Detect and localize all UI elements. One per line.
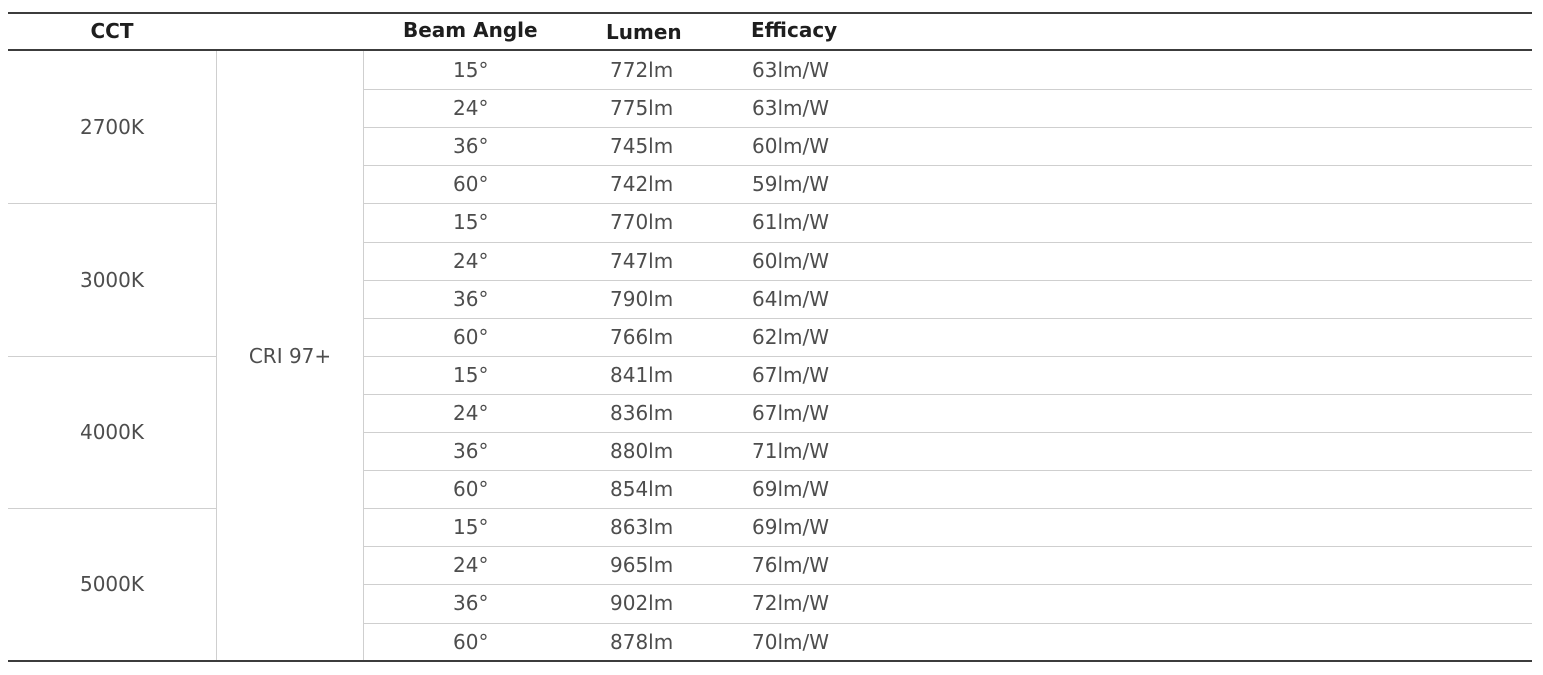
table-row: [8, 432, 1532, 470]
table-row: [8, 623, 1532, 661]
efficacy-cell: 67lm/W: [752, 401, 830, 425]
efficacy-cell: 76lm/W: [752, 553, 830, 577]
header-efficacy: Efficacy: [751, 18, 838, 42]
lumen-cell: 878lm: [610, 630, 674, 654]
table-row: [8, 51, 1532, 89]
lumen-cell: 745lm: [610, 134, 674, 158]
table-row: [8, 508, 1532, 546]
table-row: [8, 280, 1532, 318]
lumen-cell: 766lm: [610, 325, 674, 349]
table-row: [8, 394, 1532, 432]
lumen-cell: 742lm: [610, 172, 674, 196]
efficacy-cell: 63lm/W: [752, 58, 830, 82]
table-row: [8, 165, 1532, 203]
efficacy-cell: 67lm/W: [752, 363, 830, 387]
table-row: [8, 89, 1532, 127]
header-beam-angle: Beam Angle: [403, 18, 538, 42]
lumen-cell: 902lm: [610, 591, 674, 615]
beam-angle-cell: 24°: [453, 96, 489, 120]
lumen-cell: 775lm: [610, 96, 674, 120]
lumen-cell: 841lm: [610, 363, 674, 387]
efficacy-cell: 70lm/W: [752, 630, 830, 654]
efficacy-cell: 71lm/W: [752, 439, 830, 463]
lumen-cell: 863lm: [610, 515, 674, 539]
efficacy-cell: 60lm/W: [752, 249, 830, 273]
lumen-cell: 772lm: [610, 58, 674, 82]
efficacy-cell: 69lm/W: [752, 477, 830, 501]
lumen-cell: 836lm: [610, 401, 674, 425]
spec-table: [8, 12, 1532, 662]
cct-value: 2700K: [79, 115, 144, 140]
beam-angle-cell: 15°: [453, 210, 489, 234]
table-row: [8, 127, 1532, 165]
table-row: [8, 318, 1532, 356]
efficacy-cell: 63lm/W: [752, 96, 830, 120]
table-row: [8, 546, 1532, 584]
beam-angle-cell: 15°: [453, 58, 489, 82]
cct-value: 4000K: [79, 420, 144, 444]
beam-angle-cell: 36°: [453, 591, 489, 615]
cct-value: 3000K: [79, 267, 144, 292]
table-bottom-rule: [8, 660, 1532, 662]
beam-angle-cell: 60°: [453, 477, 489, 501]
lumen-cell: 770lm: [610, 210, 674, 234]
lumen-cell: 880lm: [610, 439, 674, 463]
cct-value: 5000K: [79, 572, 144, 597]
table-row: [8, 584, 1532, 622]
cri-value: CRI 97+: [248, 344, 332, 368]
efficacy-cell: 64lm/W: [752, 287, 830, 311]
beam-angle-cell: 15°: [453, 515, 489, 539]
header-lumen: Lumen: [606, 20, 682, 44]
lumen-cell: 854lm: [610, 477, 674, 501]
efficacy-cell: 62lm/W: [752, 325, 830, 349]
beam-angle-cell: 36°: [453, 439, 489, 463]
lumen-cell: 747lm: [610, 249, 674, 273]
efficacy-cell: 72lm/W: [752, 591, 830, 615]
beam-angle-cell: 36°: [453, 287, 489, 311]
efficacy-cell: 61lm/W: [752, 210, 830, 234]
lumen-cell: 965lm: [610, 553, 674, 577]
efficacy-cell: 59lm/W: [752, 172, 830, 196]
beam-angle-cell: 15°: [453, 363, 489, 387]
efficacy-cell: 60lm/W: [752, 134, 830, 158]
beam-angle-cell: 60°: [453, 172, 489, 196]
beam-angle-cell: 24°: [453, 249, 489, 273]
table-row: [8, 470, 1532, 508]
beam-angle-cell: 60°: [453, 325, 489, 349]
beam-angle-cell: 60°: [453, 630, 489, 654]
header-cct: CCT: [90, 19, 134, 43]
beam-angle-cell: 36°: [453, 134, 489, 158]
lumen-cell: 790lm: [610, 287, 674, 311]
beam-angle-cell: 24°: [453, 401, 489, 425]
efficacy-cell: 69lm/W: [752, 515, 830, 539]
table-row: [8, 356, 1532, 394]
table-row: [8, 242, 1532, 280]
table-row: [8, 203, 1532, 241]
beam-angle-cell: 24°: [453, 553, 489, 577]
